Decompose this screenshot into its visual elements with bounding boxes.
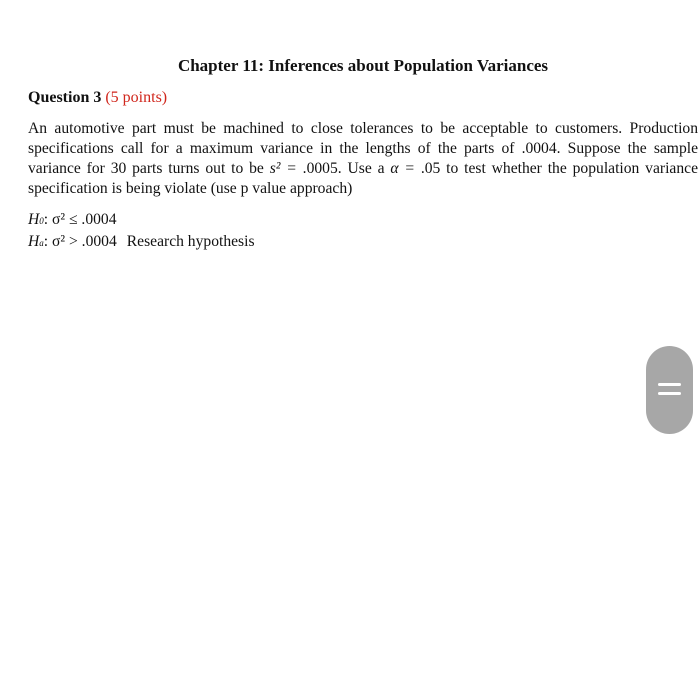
problem-statement: [28, 119, 698, 199]
null-hypothesis-label: H: [28, 211, 40, 228]
problem-text-part3: .05 to test whether the population variance specification is being violate (use p value approach): [28, 160, 698, 197]
drag-handle-icon: [658, 392, 681, 395]
null-hypothesis-expression: : σ² ≤ .0004: [43, 211, 117, 228]
null-hypothesis: [28, 210, 117, 231]
question-number: Question 3: [28, 89, 102, 106]
chapter-title: Chapter 11: Inferences about Population Variances: [177, 56, 549, 75]
alternative-hypothesis-label: H: [28, 233, 40, 250]
alternative-hypothesis: [28, 232, 255, 253]
alternative-hypothesis-subscript: a: [39, 238, 44, 248]
question-points: (5 points): [105, 89, 168, 106]
sample-variance-symbol: s² =: [269, 160, 303, 177]
research-hypothesis-note: Research hypothesis: [126, 233, 255, 250]
problem-text-part1: An automotive part must be machined to close tolerances to be acceptable to customers. Production specifications call for a maximum variance in the lengths of the parts of .0004. Suppose the sample variance for 30 parts turns out to be: [28, 120, 698, 177]
alternative-hypothesis-expression: : σ² > .0004: [43, 233, 117, 250]
null-hypothesis-subscript: 0: [39, 216, 44, 226]
problem-text-part2: .0005. Use a: [302, 160, 391, 177]
drag-handle-icon: [658, 383, 681, 386]
question-header: [28, 88, 167, 108]
scroll-handle[interactable]: [646, 346, 693, 434]
alpha-symbol: α =: [390, 160, 421, 177]
